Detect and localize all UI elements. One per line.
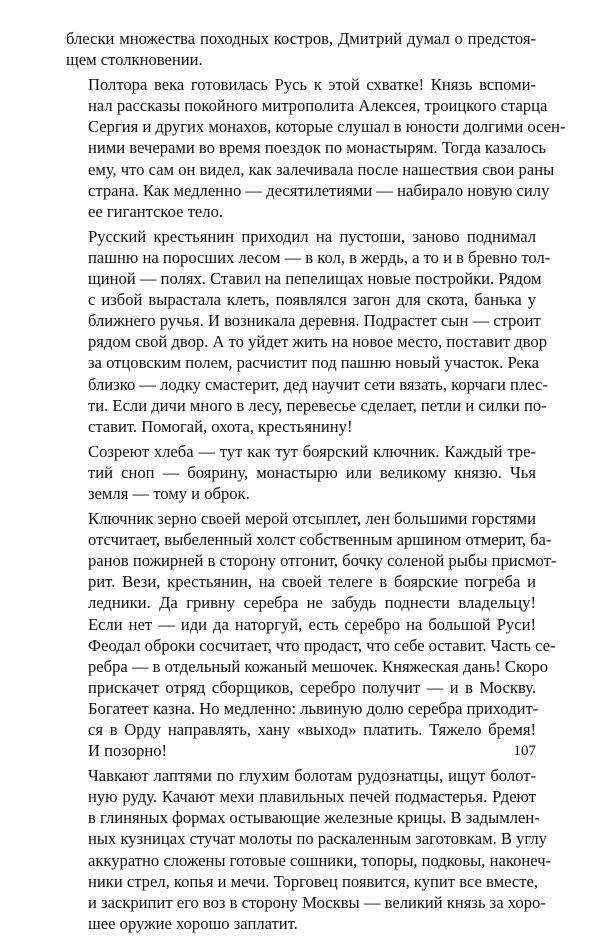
paragraph xyxy=(66,28,536,70)
paragraph xyxy=(66,441,536,504)
text-line: блески множества походных костров, Дмитрий думал о предстоя- xyxy=(66,29,536,48)
text-line: отсчитает, выбеленный холст собственным аршином отмерит, ба- xyxy=(88,530,552,550)
paragraph xyxy=(66,226,551,437)
text-line: Богатеет казна. Но медленно: львиную долю серебра приходит- xyxy=(88,698,539,718)
text-line: Чавкают лаптями по глухим болотам рудознатцы, ищут болот- xyxy=(88,766,536,786)
text-line: тий сноп — боярину, монастырю или великому князю. Чья xyxy=(88,462,536,482)
text-line: Созреют хлеба — тут как тут боярский ключник. Каждый тре- xyxy=(88,441,536,461)
text-line: ледники. Да гривну серебра не забудь поднести владельцу! xyxy=(88,593,536,613)
text-line: ними вечерами во время поездок по монастырям. Тогда казалось xyxy=(88,138,547,158)
text-line: нал рассказы покойного митрополита Алексея, троицкого старца xyxy=(88,96,548,116)
text-line: пашню на поросших лесом — в кол, в жердь, а то и в бревно тол- xyxy=(88,247,551,267)
text-line: страна. Как медленно — десятилетиями — набирало новую силу xyxy=(88,180,550,200)
text-line: Сергия и других монахов, которые слушал в юности долгими осен- xyxy=(88,117,566,137)
text-line: с избой вырастала клеть, появлялся загон для скота, банька у xyxy=(88,290,536,310)
paragraph xyxy=(66,74,566,222)
text-line: ближнего ручья. И возникала деревня. Подрастет сын — строит xyxy=(88,311,541,331)
text-line: прискачет отряд сборщиков, серебро получит — и в Москву. xyxy=(88,677,536,697)
text-line: земля — тому и оброк. xyxy=(88,483,250,503)
paragraph xyxy=(66,765,552,934)
text-line: близко — лодку смастерит, дед научит сети вязать, корчаги плес- xyxy=(88,374,548,394)
text-line: ную руду. Качают мехи плавильных печей подмастерья. Рдеют xyxy=(88,787,536,807)
text-line: ему, что сам он видел, как залечивала после нашествия свои раны xyxy=(88,159,555,179)
text-line: рит. Вези, крестьянин, на своей телеге в боярские погреба и xyxy=(88,572,536,592)
text-line: ся в Орду направлять, хану «выход» платить. Тяжело бремя! xyxy=(88,720,536,739)
text-line: Если нет — иди да наторгуй, есть серебро на большой Руси! xyxy=(88,614,536,634)
text-line: ребра — в отдельный кожаный мешочек. Княжеская дань! Скоро xyxy=(88,656,549,676)
text-line: за отцовским полем, расчистит под пашню новый участок. Река xyxy=(88,353,540,373)
book-page-text xyxy=(66,28,566,938)
paragraph xyxy=(66,508,557,761)
text-line: шее оружие хорошо заплатит. xyxy=(88,913,298,933)
text-line: Ключник зерно своей мерой отсыплет, лен большими горстями xyxy=(88,509,536,529)
text-line: ранов пожирней в сторону отгонит, бочку соленой рыбы присмот- xyxy=(88,551,557,571)
text-line: ставит. Помогай, охота, крестьянину! xyxy=(88,416,353,436)
text-line: и заскрипит его воз в сторону Москвы — великий князь за хоро- xyxy=(88,892,546,912)
text-line: аккуратно сложены готовые сошники, топоры, подковы, наконеч- xyxy=(88,850,552,870)
text-line: Русский крестьянин приходил на пустоши, заново поднимал xyxy=(88,226,536,246)
text-line: Полтора века готовилась Русь к этой схватке! Князь вспоми- xyxy=(88,75,536,95)
text-line: щиной — полях. Ставил на пепелищах новые постройки. Рядом xyxy=(88,269,542,289)
page-number: 107 xyxy=(513,743,536,759)
text-line: ее гигантское тело. xyxy=(88,201,224,221)
text-line: ных кузницах стучат молоты по раскаленным заготовкам. В углу xyxy=(88,829,547,849)
text-line: щем столкновении. xyxy=(66,50,203,70)
text-line: в глиняных формах остывающие железные крицы. В задымлен- xyxy=(88,808,540,828)
text-line: ники стрел, копья и мечи. Торговец появится, купит все вместе, xyxy=(88,871,538,891)
text-line: ти. Если дичи много в лесу, перевесье сделает, петли и силки по- xyxy=(88,395,547,415)
text-line: Феодал оброки сосчитает, что продаст, что себе оставит. Часть се- xyxy=(88,635,556,655)
text-line: рядом свой двор. А то уйдет жить на новое место, поставит двор xyxy=(88,332,548,352)
text-line: И позорно! xyxy=(88,741,168,761)
